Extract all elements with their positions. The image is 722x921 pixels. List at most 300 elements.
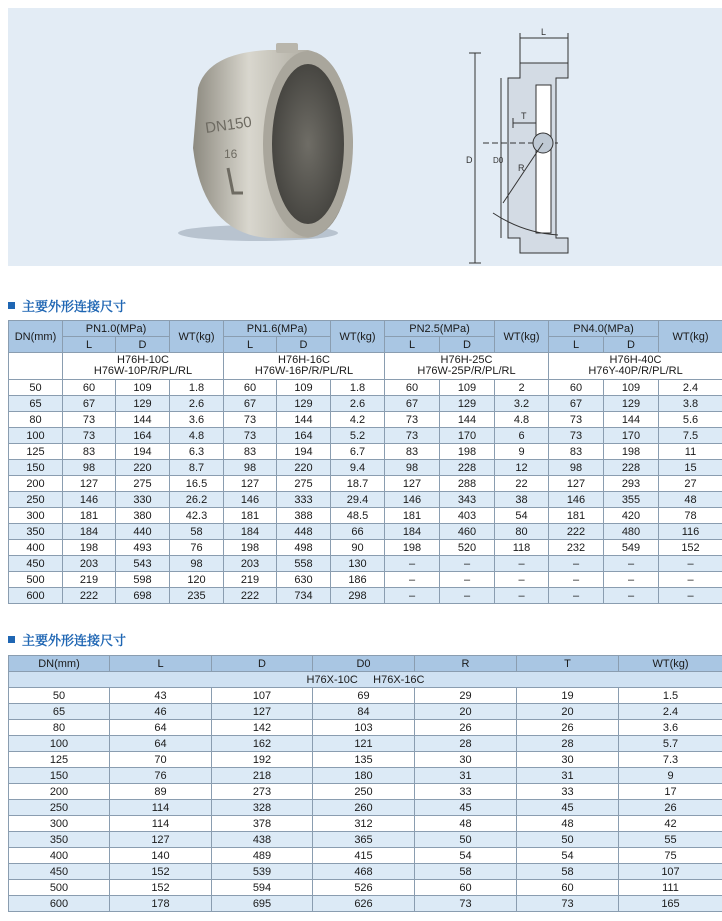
table-cell: 67 xyxy=(549,396,604,412)
table-cell: 29.4 xyxy=(331,492,385,508)
table-cell: 1.5 xyxy=(619,688,722,704)
table-cell: 45 xyxy=(415,800,517,816)
dimension-table-1 xyxy=(8,320,722,604)
table-cell: 98 xyxy=(385,460,440,476)
table-cell: 388 xyxy=(277,508,331,524)
table-cell: 7.3 xyxy=(619,752,722,768)
table-cell: 181 xyxy=(63,508,116,524)
table-row xyxy=(9,784,722,800)
table-cell: 129 xyxy=(604,396,659,412)
table-cell: 228 xyxy=(440,460,495,476)
table-cell: 144 xyxy=(116,412,170,428)
table-cell: – xyxy=(495,588,549,604)
header-l: L xyxy=(549,337,604,353)
table-cell: 8.7 xyxy=(170,460,224,476)
table-cell: 58 xyxy=(517,864,619,880)
table-cell: 549 xyxy=(604,540,659,556)
table-cell: 28 xyxy=(415,736,517,752)
table-cell: 2 xyxy=(495,380,549,396)
table-cell: 5.6 xyxy=(659,412,722,428)
header-d: D xyxy=(440,337,495,353)
table-cell: 129 xyxy=(440,396,495,412)
bullet-square-icon xyxy=(8,302,15,309)
table-cell: 48 xyxy=(517,816,619,832)
table-row xyxy=(9,540,722,556)
table-cell: 83 xyxy=(224,444,277,460)
table-cell: 6 xyxy=(495,428,549,444)
table-cell: 558 xyxy=(277,556,331,572)
table-cell: 293 xyxy=(604,476,659,492)
table-cell: 598 xyxy=(116,572,170,588)
header-pn25: PN2.5(MPa) xyxy=(385,321,495,337)
table-row xyxy=(9,396,722,412)
table-cell: 73 xyxy=(63,428,116,444)
table-cell: 400 xyxy=(9,848,110,864)
table-cell: – xyxy=(440,556,495,572)
table-cell: 420 xyxy=(604,508,659,524)
table-cell: 73 xyxy=(63,412,116,428)
table-cell: – xyxy=(549,556,604,572)
table-cell: 26 xyxy=(415,720,517,736)
model-blank xyxy=(9,353,63,380)
header-l: L xyxy=(110,656,212,672)
table-cell: 31 xyxy=(517,768,619,784)
table-cell: – xyxy=(659,556,722,572)
table-cell: 2.4 xyxy=(619,704,722,720)
table-cell: 12 xyxy=(495,460,549,476)
table-cell: 109 xyxy=(440,380,495,396)
table-cell: 170 xyxy=(440,428,495,444)
table-cell: 64 xyxy=(110,736,212,752)
photo-mark-pn: 16 xyxy=(224,147,238,161)
table-cell: 54 xyxy=(415,848,517,864)
table-cell: 33 xyxy=(517,784,619,800)
table-cell: 164 xyxy=(277,428,331,444)
table-cell: 275 xyxy=(277,476,331,492)
table-cell: 328 xyxy=(212,800,313,816)
table-cell: 142 xyxy=(212,720,313,736)
table-cell: 30 xyxy=(415,752,517,768)
table-cell: 121 xyxy=(313,736,415,752)
table-cell: 2.4 xyxy=(659,380,722,396)
table-cell: 5.2 xyxy=(331,428,385,444)
table-row xyxy=(9,736,722,752)
table-cell: 312 xyxy=(313,816,415,832)
table-cell: 144 xyxy=(604,412,659,428)
table-cell: 170 xyxy=(604,428,659,444)
table-cell: 109 xyxy=(604,380,659,396)
table-cell: 220 xyxy=(277,460,331,476)
table-cell: 162 xyxy=(212,736,313,752)
table-cell: 69 xyxy=(313,688,415,704)
table-cell: 186 xyxy=(331,572,385,588)
section-title: 主要外形连接尺寸 xyxy=(8,630,126,649)
header-wt: WT(kg) xyxy=(170,321,224,353)
model-cell: H76H-40C H76Y-40P/R/PL/RL xyxy=(549,353,722,380)
model-cell: H76H-16C H76W-16P/R/PL/RL xyxy=(224,353,385,380)
table-row xyxy=(9,816,722,832)
header-l: L xyxy=(63,337,116,353)
table-cell: 194 xyxy=(277,444,331,460)
table-cell: 109 xyxy=(277,380,331,396)
table-cell: 70 xyxy=(110,752,212,768)
drawing-label-d0: D0 xyxy=(493,156,504,165)
table-cell: 144 xyxy=(277,412,331,428)
table-cell: 80 xyxy=(9,412,63,428)
table-cell: – xyxy=(604,588,659,604)
table-cell: – xyxy=(549,588,604,604)
table-cell: 218 xyxy=(212,768,313,784)
table-cell: 45 xyxy=(517,800,619,816)
table-cell: 468 xyxy=(313,864,415,880)
table-cell: 146 xyxy=(385,492,440,508)
table-row xyxy=(9,460,722,476)
table-cell: 76 xyxy=(170,540,224,556)
table-cell: 203 xyxy=(63,556,116,572)
table-cell: 500 xyxy=(9,880,110,896)
table-cell: 698 xyxy=(116,588,170,604)
table-cell: 181 xyxy=(549,508,604,524)
table-cell: 250 xyxy=(9,800,110,816)
table-cell: 184 xyxy=(63,524,116,540)
table-cell: 127 xyxy=(63,476,116,492)
table-cell: 7.5 xyxy=(659,428,722,444)
table-cell: 3.2 xyxy=(495,396,549,412)
table-cell: 543 xyxy=(116,556,170,572)
table-row xyxy=(9,508,722,524)
table-cell: 60 xyxy=(517,880,619,896)
table-cell: 3.6 xyxy=(170,412,224,428)
table-cell: 152 xyxy=(110,880,212,896)
table-cell: 100 xyxy=(9,736,110,752)
table-cell: 67 xyxy=(224,396,277,412)
photo-mark-dn: DN150 xyxy=(204,113,253,137)
header-wt: WT(kg) xyxy=(619,656,722,672)
table-cell: 58 xyxy=(415,864,517,880)
table-cell: 64 xyxy=(110,720,212,736)
table-cell: 3.6 xyxy=(619,720,722,736)
table-cell: 22 xyxy=(495,476,549,492)
table-cell: 80 xyxy=(9,720,110,736)
header-t: T xyxy=(517,656,619,672)
table-cell: – xyxy=(604,556,659,572)
table-cell: 4.8 xyxy=(170,428,224,444)
table-cell: 178 xyxy=(110,896,212,912)
table-cell: 1.8 xyxy=(170,380,224,396)
table-cell: 42 xyxy=(619,816,722,832)
table-cell: 46 xyxy=(110,704,212,720)
drawing-label-l: L xyxy=(541,27,547,37)
table-cell: 450 xyxy=(9,864,110,880)
table-cell: 415 xyxy=(313,848,415,864)
table-cell: 73 xyxy=(517,896,619,912)
table-cell: 181 xyxy=(224,508,277,524)
table-cell: 89 xyxy=(110,784,212,800)
model-cell: H76H-10C H76W-10P/R/PL/RL xyxy=(63,353,224,380)
table-cell: 15 xyxy=(659,460,722,476)
header-wt: WT(kg) xyxy=(495,321,549,353)
table-cell: 54 xyxy=(495,508,549,524)
table-row xyxy=(9,428,722,444)
table-cell: 539 xyxy=(212,864,313,880)
table-cell: 600 xyxy=(9,896,110,912)
table-cell: – xyxy=(385,572,440,588)
table-cell: 9 xyxy=(495,444,549,460)
drawing-label-r: R xyxy=(518,163,525,173)
table-cell: 73 xyxy=(224,428,277,444)
table-cell: 50 xyxy=(415,832,517,848)
table-cell: 67 xyxy=(63,396,116,412)
table-cell: 30 xyxy=(517,752,619,768)
table-cell: 343 xyxy=(440,492,495,508)
model-cell: H76X-10C H76X-16C xyxy=(9,672,722,688)
table-cell: 250 xyxy=(313,784,415,800)
table-row xyxy=(9,864,722,880)
table-cell: 50 xyxy=(517,832,619,848)
table-cell: 58 xyxy=(170,524,224,540)
table-cell: 220 xyxy=(116,460,170,476)
table-cell: 330 xyxy=(116,492,170,508)
table-cell: 380 xyxy=(116,508,170,524)
table-cell: 76 xyxy=(110,768,212,784)
table-cell: 67 xyxy=(385,396,440,412)
table-cell: 55 xyxy=(619,832,722,848)
table-cell: 73 xyxy=(385,412,440,428)
table-cell: 198 xyxy=(440,444,495,460)
header-dn: DN(mm) xyxy=(9,656,110,672)
table-cell: 146 xyxy=(63,492,116,508)
table-cell: 520 xyxy=(440,540,495,556)
table-cell: 203 xyxy=(224,556,277,572)
table-cell: 83 xyxy=(385,444,440,460)
table-cell: 73 xyxy=(224,412,277,428)
table-row xyxy=(9,768,722,784)
header-r: R xyxy=(415,656,517,672)
table-cell: 219 xyxy=(63,572,116,588)
header-d0: D0 xyxy=(313,656,415,672)
table-cell: 594 xyxy=(212,880,313,896)
table-cell: 43 xyxy=(110,688,212,704)
table-cell: 65 xyxy=(9,396,63,412)
table-cell: 298 xyxy=(331,588,385,604)
table-cell: 27 xyxy=(659,476,722,492)
header-pn16: PN1.6(MPa) xyxy=(224,321,331,337)
table-cell: 222 xyxy=(224,588,277,604)
table-cell: – xyxy=(659,588,722,604)
table-cell: 4.2 xyxy=(331,412,385,428)
table-cell: 695 xyxy=(212,896,313,912)
table-cell: 60 xyxy=(63,380,116,396)
table-cell: 165 xyxy=(619,896,722,912)
table-cell: 5.7 xyxy=(619,736,722,752)
table-cell: 125 xyxy=(9,752,110,768)
table-row xyxy=(9,412,722,428)
table-cell: 232 xyxy=(549,540,604,556)
table-cell: 460 xyxy=(440,524,495,540)
table-cell: 65 xyxy=(9,704,110,720)
table-cell: – xyxy=(604,572,659,588)
table-cell: 350 xyxy=(9,832,110,848)
table-cell: 140 xyxy=(110,848,212,864)
table-cell: 235 xyxy=(170,588,224,604)
table-cell: 219 xyxy=(224,572,277,588)
table-row xyxy=(9,524,722,540)
table-cell: 498 xyxy=(277,540,331,556)
table-cell: 300 xyxy=(9,508,63,524)
table2-body xyxy=(9,688,722,912)
header-d: D xyxy=(212,656,313,672)
table-row xyxy=(9,704,722,720)
table-cell: 146 xyxy=(224,492,277,508)
table-cell: – xyxy=(440,572,495,588)
table1-body xyxy=(9,380,722,604)
table-cell: – xyxy=(495,556,549,572)
table-cell: 20 xyxy=(517,704,619,720)
table-cell: 200 xyxy=(9,784,110,800)
table-cell: 1.8 xyxy=(331,380,385,396)
table-cell: 500 xyxy=(9,572,63,588)
table-cell: 75 xyxy=(619,848,722,864)
table-cell: 127 xyxy=(212,704,313,720)
table-cell: 734 xyxy=(277,588,331,604)
table-row xyxy=(9,720,722,736)
table-cell: 48 xyxy=(659,492,722,508)
table-cell: 448 xyxy=(277,524,331,540)
table-cell: 152 xyxy=(110,864,212,880)
section-title: 主要外形连接尺寸 xyxy=(8,296,126,315)
table-cell: 184 xyxy=(385,524,440,540)
table-row xyxy=(9,832,722,848)
table-cell: 20 xyxy=(415,704,517,720)
table-row xyxy=(9,444,722,460)
table-cell: – xyxy=(385,588,440,604)
table-cell: 2.6 xyxy=(331,396,385,412)
table-cell: 125 xyxy=(9,444,63,460)
valve-photo xyxy=(158,38,358,248)
table-cell: 493 xyxy=(116,540,170,556)
table-cell: 222 xyxy=(63,588,116,604)
dimension-table-2 xyxy=(8,655,722,912)
table-row xyxy=(9,588,722,604)
valve-drawing xyxy=(463,23,603,268)
table-cell: 42.3 xyxy=(170,508,224,524)
bullet-square-icon xyxy=(8,636,15,643)
table-cell: 260 xyxy=(313,800,415,816)
table-cell: – xyxy=(659,572,722,588)
table-cell: 60 xyxy=(224,380,277,396)
table-cell: 489 xyxy=(212,848,313,864)
table-cell: 73 xyxy=(549,428,604,444)
table-cell: 127 xyxy=(385,476,440,492)
table-cell: 2.6 xyxy=(170,396,224,412)
table-cell: 130 xyxy=(331,556,385,572)
table-cell: 60 xyxy=(549,380,604,396)
table-cell: 350 xyxy=(9,524,63,540)
table-row xyxy=(9,476,722,492)
table-cell: 98 xyxy=(170,556,224,572)
table-cell: 198 xyxy=(63,540,116,556)
table-cell: – xyxy=(495,572,549,588)
table-cell: 300 xyxy=(9,816,110,832)
header-dn: DN(mm) xyxy=(9,321,63,353)
table-cell: 84 xyxy=(313,704,415,720)
table-cell: 355 xyxy=(604,492,659,508)
table-cell: 222 xyxy=(549,524,604,540)
table-cell: 33 xyxy=(415,784,517,800)
table-cell: 127 xyxy=(549,476,604,492)
table-cell: 26.2 xyxy=(170,492,224,508)
table-cell: 192 xyxy=(212,752,313,768)
table-cell: 600 xyxy=(9,588,63,604)
table-row xyxy=(9,752,722,768)
table-cell: 38 xyxy=(495,492,549,508)
model-cell: H76H-25C H76W-25P/R/PL/RL xyxy=(385,353,549,380)
drawing-label-d: D xyxy=(466,155,473,165)
table-cell: 48.5 xyxy=(331,508,385,524)
table-cell: 400 xyxy=(9,540,63,556)
table-cell: 3.8 xyxy=(659,396,722,412)
table-cell: 116 xyxy=(659,524,722,540)
table-cell: 180 xyxy=(313,768,415,784)
table-cell: 90 xyxy=(331,540,385,556)
table-cell: 28 xyxy=(517,736,619,752)
table-cell: 98 xyxy=(63,460,116,476)
table-cell: 29 xyxy=(415,688,517,704)
table-cell: 403 xyxy=(440,508,495,524)
table-cell: 438 xyxy=(212,832,313,848)
table-cell: 103 xyxy=(313,720,415,736)
table-cell: 83 xyxy=(549,444,604,460)
table-cell: 78 xyxy=(659,508,722,524)
table-cell: 181 xyxy=(385,508,440,524)
table-row xyxy=(9,572,722,588)
table-cell: 66 xyxy=(331,524,385,540)
header-wt: WT(kg) xyxy=(331,321,385,353)
header-l: L xyxy=(385,337,440,353)
header-pn40: PN4.0(MPa) xyxy=(549,321,659,337)
table-cell: 48 xyxy=(415,816,517,832)
table-cell: 198 xyxy=(224,540,277,556)
header-d: D xyxy=(116,337,170,353)
table-cell: 152 xyxy=(659,540,722,556)
table-cell: 333 xyxy=(277,492,331,508)
table-cell: 275 xyxy=(116,476,170,492)
table-cell: 450 xyxy=(9,556,63,572)
table-cell: 228 xyxy=(604,460,659,476)
table-cell: 164 xyxy=(116,428,170,444)
table-cell: 150 xyxy=(9,460,63,476)
header-pn10: PN1.0(MPa) xyxy=(63,321,170,337)
table-cell: 198 xyxy=(385,540,440,556)
table-cell: 120 xyxy=(170,572,224,588)
table-cell: 4.8 xyxy=(495,412,549,428)
table-cell: 100 xyxy=(9,428,63,444)
table-cell: 73 xyxy=(385,428,440,444)
table-cell: 83 xyxy=(63,444,116,460)
table-cell: 26 xyxy=(619,800,722,816)
table-cell: 146 xyxy=(549,492,604,508)
table-cell: 18.7 xyxy=(331,476,385,492)
table-cell: – xyxy=(440,588,495,604)
table-cell: 107 xyxy=(619,864,722,880)
table-cell: 250 xyxy=(9,492,63,508)
table-row xyxy=(9,880,722,896)
table-cell: 135 xyxy=(313,752,415,768)
table-cell: 150 xyxy=(9,768,110,784)
table-cell: 111 xyxy=(619,880,722,896)
table-cell: 98 xyxy=(224,460,277,476)
table-cell: 17 xyxy=(619,784,722,800)
